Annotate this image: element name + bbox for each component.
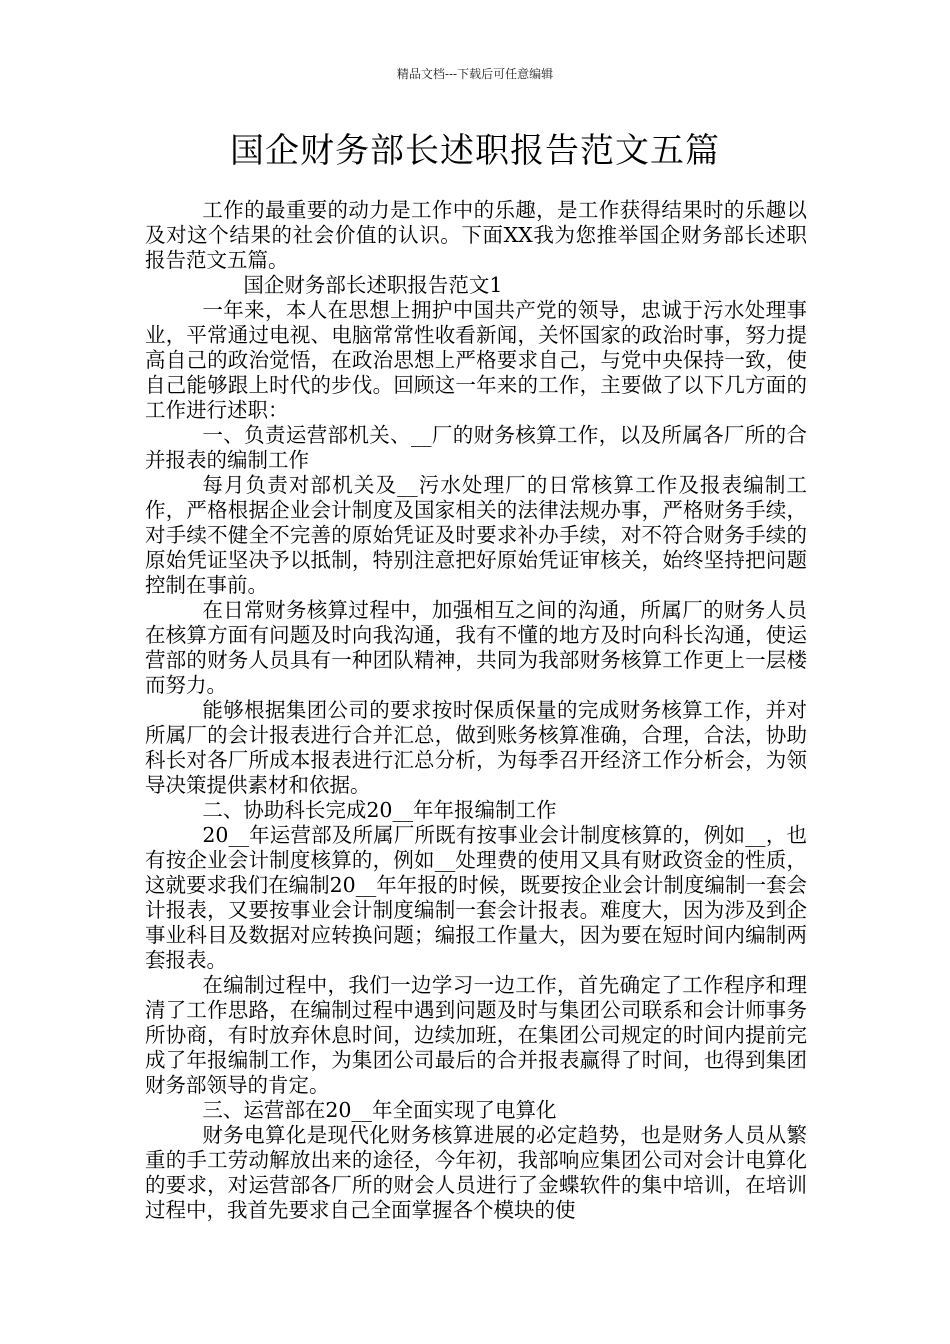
section-heading-3: 三、运营部在20__年全面实现了电算化 [202,1098,557,1122]
paragraph: 在日常财务核算过程中，加强相互之间的沟通，所属厂的财务人员在核算方面有问题及时向我沟通，我有不懂的地方及时向科长沟通，使运营部的财务人员具有一种团队精神，共同为我部财务核算工作更上一层楼而努力。 [145,598,807,697]
paragraph: 能够根据集团公司的要求按时保质保量的完成财务核算工作，并对所属厂的会计报表进行合并汇总，做到账务核算准确，合理，合法，协助科长对各厂所成本报表进行汇总分析，为每季召开经济工作分析会，为领导决策提供素材和依据。 [145,698,807,797]
section-title-sample-1: 国企财务部长述职报告范文1 [243,273,503,297]
document-body [145,198,807,1223]
header-note: 精品文档---下载后可任意编辑 [396,67,554,81]
paragraph: 每月负责对部机关及__污水处理厂的日常核算工作及报表编制工作，严格根据企业会计制度及国家相关的法律法规办事，严格财务手续，对手续不健全不完善的原始凭证及时要求补办手续，对不符合财务手续的原始凭证坚决予以抵制，特别注意把好原始凭证审核关，始终坚持把问题控制在事前。 [145,473,807,597]
document-title: 国企财务部长述职报告范文五篇 [230,131,720,171]
paragraph: 财务电算化是现代化财务核算进展的必定趋势，也是财务人员从繁重的手工劳动解放出来的途径，今年初，我部响应集团公司对会计电算化的要求，对运营部各厂所的财会人员进行了金蝶软件的集中培训，在培训过程中，我首先要求自己全面掌握各个模块的使 [145,1123,807,1222]
section-heading-2: 二、协助科长完成20__年年报编制工作 [202,798,557,822]
paragraph: 20__年运营部及所属厂所既有按事业会计制度核算的，例如__，也有按企业会计制度核算的，例如__处理费的使用又具有财政资金的性质，这就要求我们在编制20__年年报的时候，既要按企业会计制度编制一套会计报表，又要按事业会计制度编制一套会计报表。难度大，因为涉及到企事业科目及数据对应转换问题；编报工作量大，因为要在短时间内编制两套报表。 [145,823,807,972]
paragraph-intro: 工作的最重要的动力是工作中的乐趣，是工作获得结果时的乐趣以及对这个结果的社会价值的认识。下面XX我为您推举国企财务部长述职报告范文五篇。 [145,198,807,272]
section-heading-1: 一、负责运营部机关、__厂的财务核算工作，以及所属各厂所的合并报表的编制工作 [145,423,807,472]
paragraph: 一年来，本人在思想上拥护中国共产党的领导，忠诚于污水处理事业，平常通过电视、电脑常常性收看新闻，关怀国家的政治时事，努力提高自己的政治觉悟，在政治思想上严格要求自己，与党中央保持一致，使自己能够跟上时代的步伐。回顾这一年来的工作，主要做了以下几方面的工作进行述职： [145,298,807,422]
paragraph: 在编制过程中，我们一边学习一边工作，首先确定了工作程序和理清了工作思路，在编制过程中遇到问题及时与集团公司联系和会计师事务所协商，有时放弃休息时间，边续加班，在集团公司规定的时间内提前完成了年报编制工作，为集团公司最后的合并报表赢得了时间，也得到集团财务部领导的肯定。 [145,973,807,1097]
